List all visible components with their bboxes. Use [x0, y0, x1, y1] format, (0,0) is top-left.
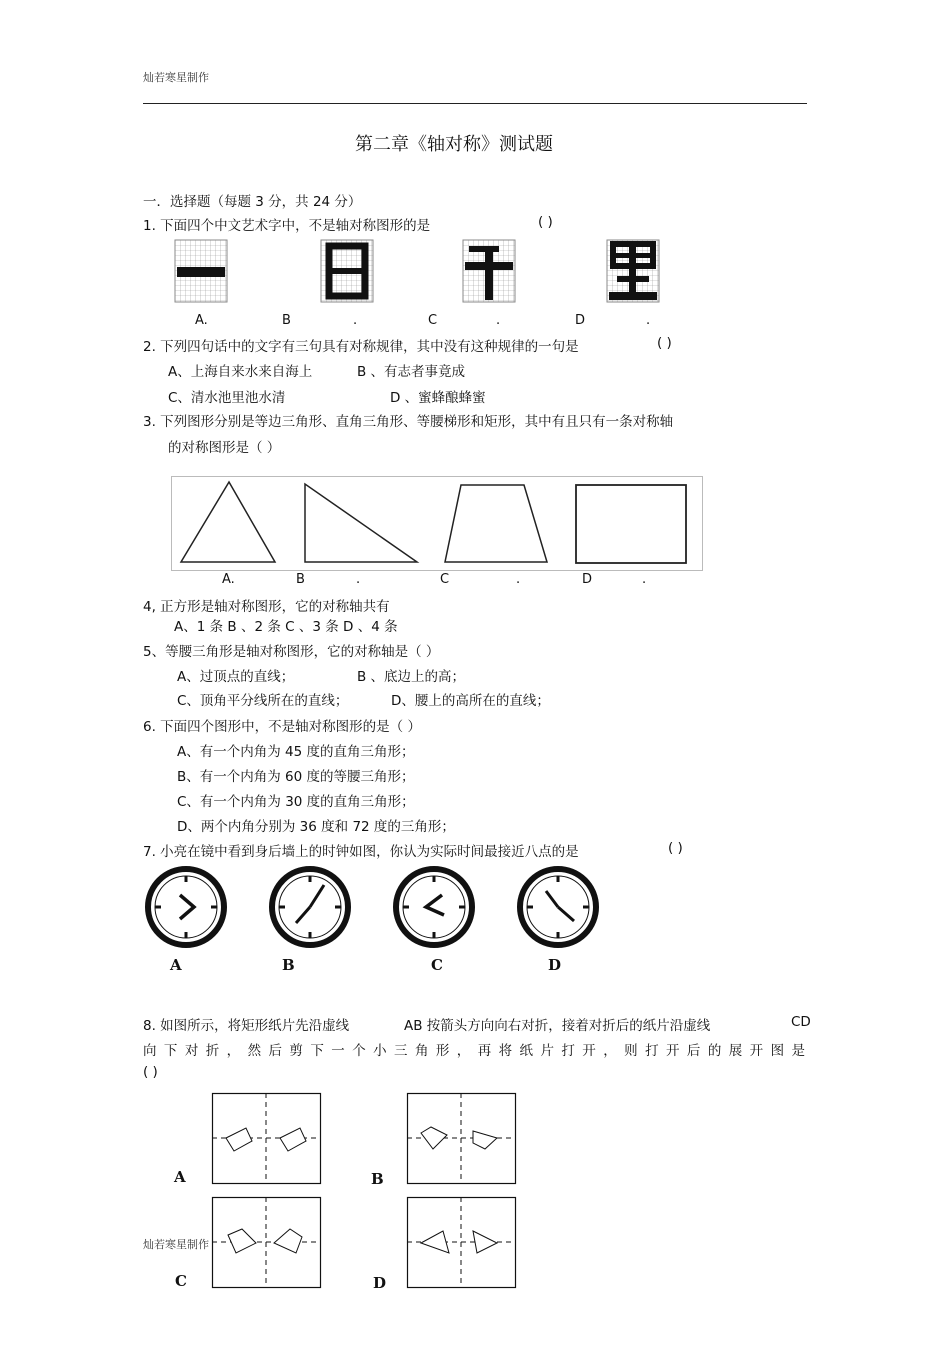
q5-text: 5、等腰三角形是轴对称图形，它的对称轴是（ ） — [143, 644, 440, 660]
footer-watermark: 灿若寒星制作 — [143, 1238, 209, 1251]
q3-label-dot: . — [642, 572, 647, 587]
q1-label-dot: . — [646, 313, 651, 328]
q3-label-a: A. — [222, 572, 235, 587]
q8-label-a: A — [174, 1168, 186, 1186]
q3-label-b: B — [296, 572, 305, 587]
q8-text-line2: 向下对折，然后剪下一个小三角形，再将纸片打开，则打开后的展开图是 — [143, 1043, 807, 1059]
q3-text-line2: 的对称图形是（ ） — [168, 440, 281, 456]
q8-text-line1b: AB 按箭头方向向右对折，接着对折后的纸片沿虚线 — [404, 1018, 711, 1034]
q1-figure-b — [321, 240, 373, 302]
q1-grid-figures — [175, 240, 665, 306]
clock-a-icon — [148, 869, 224, 945]
q6-text: 6. 下面四个图形中，不是轴对称图形的是（ ） — [143, 719, 421, 735]
q1-label-a: A. — [195, 313, 208, 328]
q7-label-b: B — [282, 956, 295, 974]
q5-option-c: C、顶角平分线所在的直线； — [177, 693, 349, 709]
q5-option-a: A、过顶点的直线； — [177, 669, 295, 685]
equilateral-triangle-shape — [181, 482, 275, 562]
header-watermark: 灿若寒星制作 — [143, 71, 209, 84]
q3-label-dot: . — [516, 572, 521, 587]
q1-label-c: C — [428, 313, 438, 328]
q8-label-b: B — [371, 1170, 384, 1188]
q2-option-d: D 、蜜蜂酿蜂蜜 — [390, 390, 486, 406]
q5-option-d: D、腰上的高所在的直线； — [391, 693, 550, 709]
page-title: 第二章《轴对称》测试题 — [355, 134, 553, 155]
q3-label-c: C — [440, 572, 450, 587]
rectangle-shape — [576, 485, 686, 563]
q6-option-a: A、有一个内角为 45 度的直角三角形； — [177, 744, 415, 760]
q7-label-a: A — [170, 956, 182, 974]
q5-option-b: B 、底边上的高； — [357, 669, 466, 685]
q6-option-b: B、有一个内角为 60 度的等腰三角形； — [177, 769, 415, 785]
q3-shapes-figure — [171, 476, 704, 572]
q7-label-d: D — [548, 956, 562, 974]
q1-text: 1. 下面四个中文艺术字中，不是轴对称图形的是 — [143, 218, 431, 234]
q3-label-dot: . — [356, 572, 361, 587]
q2-option-c: C、清水池里池水清 — [168, 390, 286, 406]
q1-label-b: B — [282, 313, 291, 328]
q1-paren: ( ) — [538, 214, 553, 230]
q2-text: 2. 下列四句话中的文字有三句具有对称规律，其中没有这种规律的一句是 — [143, 339, 579, 355]
q1-figure-d — [607, 240, 659, 302]
clock-d-icon — [520, 869, 596, 945]
q6-option-c: C、有一个内角为 30 度的直角三角形； — [177, 794, 415, 810]
q8-label-d: D — [373, 1274, 387, 1292]
q4-text: 4, 正方形是轴对称图形，它的对称轴共有 — [143, 599, 390, 615]
isosceles-trapezoid-shape — [445, 485, 547, 562]
q8-label-c: C — [175, 1272, 187, 1290]
section-heading: 一．选择题（每题 3 分，共 24 分） — [143, 194, 362, 210]
q8-figure-c — [212, 1197, 321, 1288]
q7-text: 7. 小亮在镜中看到身后墙上的时钟如图，你认为实际时间最接近八点的是 — [143, 844, 579, 860]
q2-paren: ( ) — [657, 335, 672, 351]
q1-label-dot: . — [496, 313, 501, 328]
q8-figure-b — [407, 1093, 516, 1184]
q3-label-d: D — [582, 572, 593, 587]
clock-c-icon — [396, 869, 472, 945]
header-rule — [143, 103, 807, 104]
clock-b-icon — [272, 869, 348, 945]
q8-text-line1c: CD — [791, 1014, 811, 1030]
q8-figure-a — [212, 1093, 321, 1184]
q7-label-c: C — [431, 956, 443, 974]
q1-figure-c — [463, 240, 515, 302]
q8-figure-d — [407, 1197, 516, 1288]
q1-label-d: D — [575, 313, 586, 328]
q3-text-line1: 3. 下列图形分别是等边三角形、直角三角形、等腰梯形和矩形，其中有且只有一条对称轴 — [143, 414, 674, 430]
q7-clocks-figure — [143, 862, 603, 952]
q8-text-line1a: 8. 如图所示，将矩形纸片先沿虚线 — [143, 1018, 350, 1034]
q1-figure-a — [175, 240, 227, 302]
q8-text-line3: ( ) — [143, 1064, 158, 1080]
q6-option-d: D、两个内角分别为 36 度和 72 度的三角形； — [177, 819, 455, 835]
q2-option-b: B 、有志者事竟成 — [357, 364, 466, 380]
q7-paren: ( ) — [668, 840, 683, 856]
right-triangle-shape — [305, 484, 417, 562]
q8-unfold-figures — [212, 1093, 518, 1293]
q2-option-a: A、上海自来水来自海上 — [168, 364, 313, 380]
q1-label-dot: . — [353, 313, 358, 328]
q4-options: A、1 条 B 、2 条 C 、3 条 D 、4 条 — [174, 619, 398, 635]
